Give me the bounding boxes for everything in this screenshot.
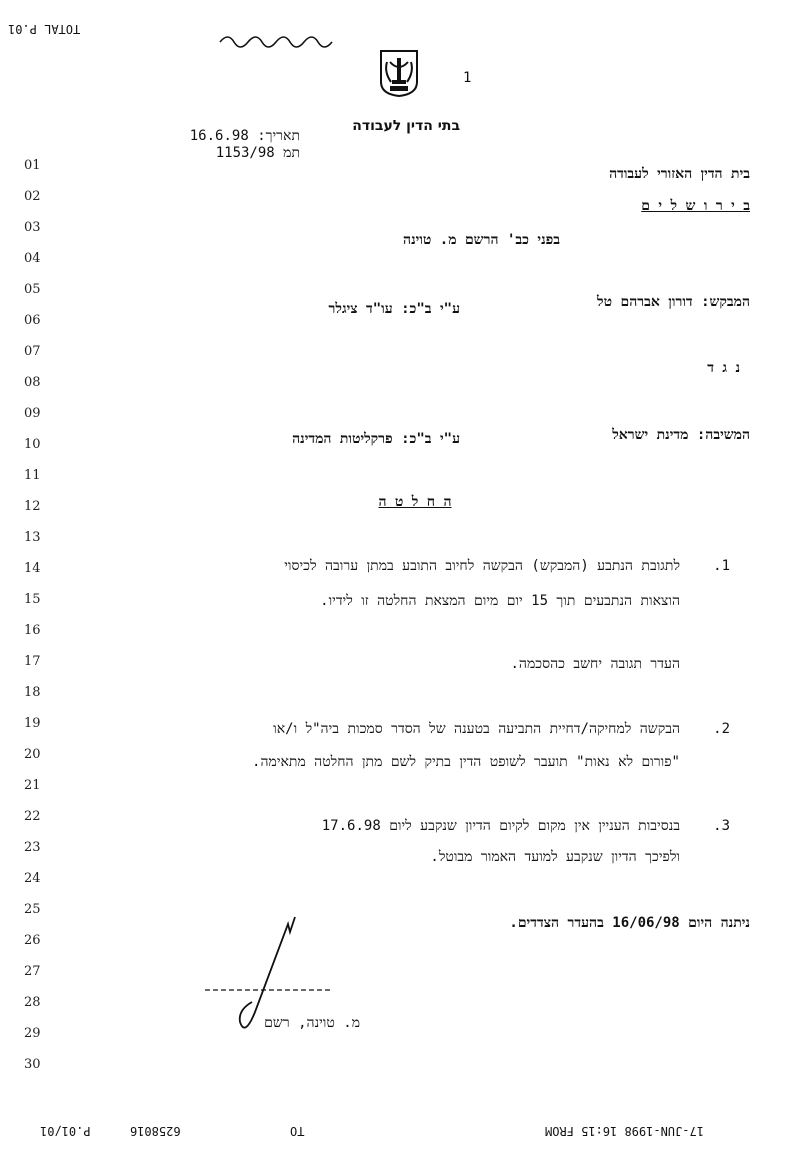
item-line: הוצאות הנתבעים תוך 15 יום מיום המצאת החלטה זו לידיו. [320, 593, 680, 609]
line-number: 10 [24, 437, 41, 452]
presiding-registrar: בפני כב' הרשם מ. טוינה [403, 232, 560, 248]
line-number: 03 [24, 220, 41, 235]
court-city: ב י ר ו ש ל י ם [641, 198, 750, 214]
line-number: 13 [24, 530, 41, 545]
line-number: 16 [24, 623, 41, 638]
fax-send-info: 17-JUN-1998 16:15 FROM [545, 1124, 704, 1138]
applicant-counsel: ע"י ב"כ: עו"ד ציגלר [328, 301, 460, 317]
line-number: 28 [24, 995, 41, 1010]
line-number: 15 [24, 592, 41, 607]
line-number: 18 [24, 685, 41, 700]
line-number: 29 [24, 1026, 41, 1041]
line-number: 12 [24, 499, 41, 514]
line-number: 27 [24, 964, 41, 979]
item-note: העדר תגובה יחשב כהסכמה. [510, 656, 680, 672]
fax-page-count: P.01/01 [40, 1124, 91, 1138]
decision-title: ה ח ל ט ה [378, 494, 452, 510]
case-number: תמ 1153/98 [215, 145, 300, 161]
item-line: ולפיכך הדיון שנקבע למועד האמור מבוטל. [430, 849, 680, 865]
line-number: 08 [24, 375, 41, 390]
fax-total-pages: TOTAL P.01 [8, 22, 81, 36]
line-number: 30 [24, 1057, 41, 1072]
line-number: 25 [24, 902, 41, 917]
versus-label: נ ג ד [707, 360, 740, 376]
item-number: .3 [713, 818, 730, 834]
applicant: המבקש: דורון אברהם טל [597, 294, 750, 310]
respondent: המשיבה: מדינת ישראל [612, 427, 750, 443]
handwritten-signature [200, 912, 340, 1062]
given-statement: ניתנה היום 16/06/98 בהעדר הצדדים. [509, 915, 750, 931]
item-line: לתגובת הנתבע (המבקש) הבקשה לחיוב התובע במתן ערובה לכיסוי [284, 558, 680, 574]
line-number: 11 [24, 468, 41, 483]
handwritten-scribble [215, 28, 335, 50]
item-line: "פורום לא נאות" תועבר לשופט הדין בתיק לשם מתן החלטה מתאימה. [252, 754, 680, 770]
line-number: 02 [24, 189, 41, 204]
item-number: .1 [713, 558, 730, 574]
line-number: 07 [24, 344, 41, 359]
line-number: 01 [24, 158, 41, 173]
item-line: בנסיבות העניין אין מקום לקיום הדיון שנקבע ליום 17.6.98 [321, 818, 680, 834]
item-number: .2 [713, 721, 730, 737]
line-number: 06 [24, 313, 41, 328]
signature-name: מ. טוינה, רשם [264, 1015, 360, 1031]
line-number: 05 [24, 282, 41, 297]
line-number: 24 [24, 871, 41, 886]
line-number: 04 [24, 251, 41, 266]
line-number: 17 [24, 654, 41, 669]
respondent-counsel: ע"י ב"כ: פרקליטות המדינה [292, 431, 460, 447]
line-number: 19 [24, 716, 41, 731]
court-system-header: בתי הדין לעבודה [352, 118, 460, 134]
state-emblem-icon [378, 48, 420, 98]
fax-to-label: TO [290, 1124, 305, 1138]
court-name: בית הדין האזורי לעבודה [609, 166, 750, 182]
line-number: 14 [24, 561, 41, 576]
line-number: 26 [24, 933, 41, 948]
fax-footer [0, 1116, 794, 1144]
fax-number: 6258016 [130, 1124, 181, 1138]
line-number: 20 [24, 747, 41, 762]
page-marker: 1 [463, 70, 472, 86]
line-number: 23 [24, 840, 41, 855]
line-number: 09 [24, 406, 41, 421]
date-label: תאריך: 16.6.98 [189, 128, 300, 144]
item-line: הבקשה למחיקה/דחיית התביעה בטענה של הסדר סמכות ביה"ל ו/או [273, 721, 680, 737]
line-number: 22 [24, 809, 41, 824]
line-number: 21 [24, 778, 41, 793]
